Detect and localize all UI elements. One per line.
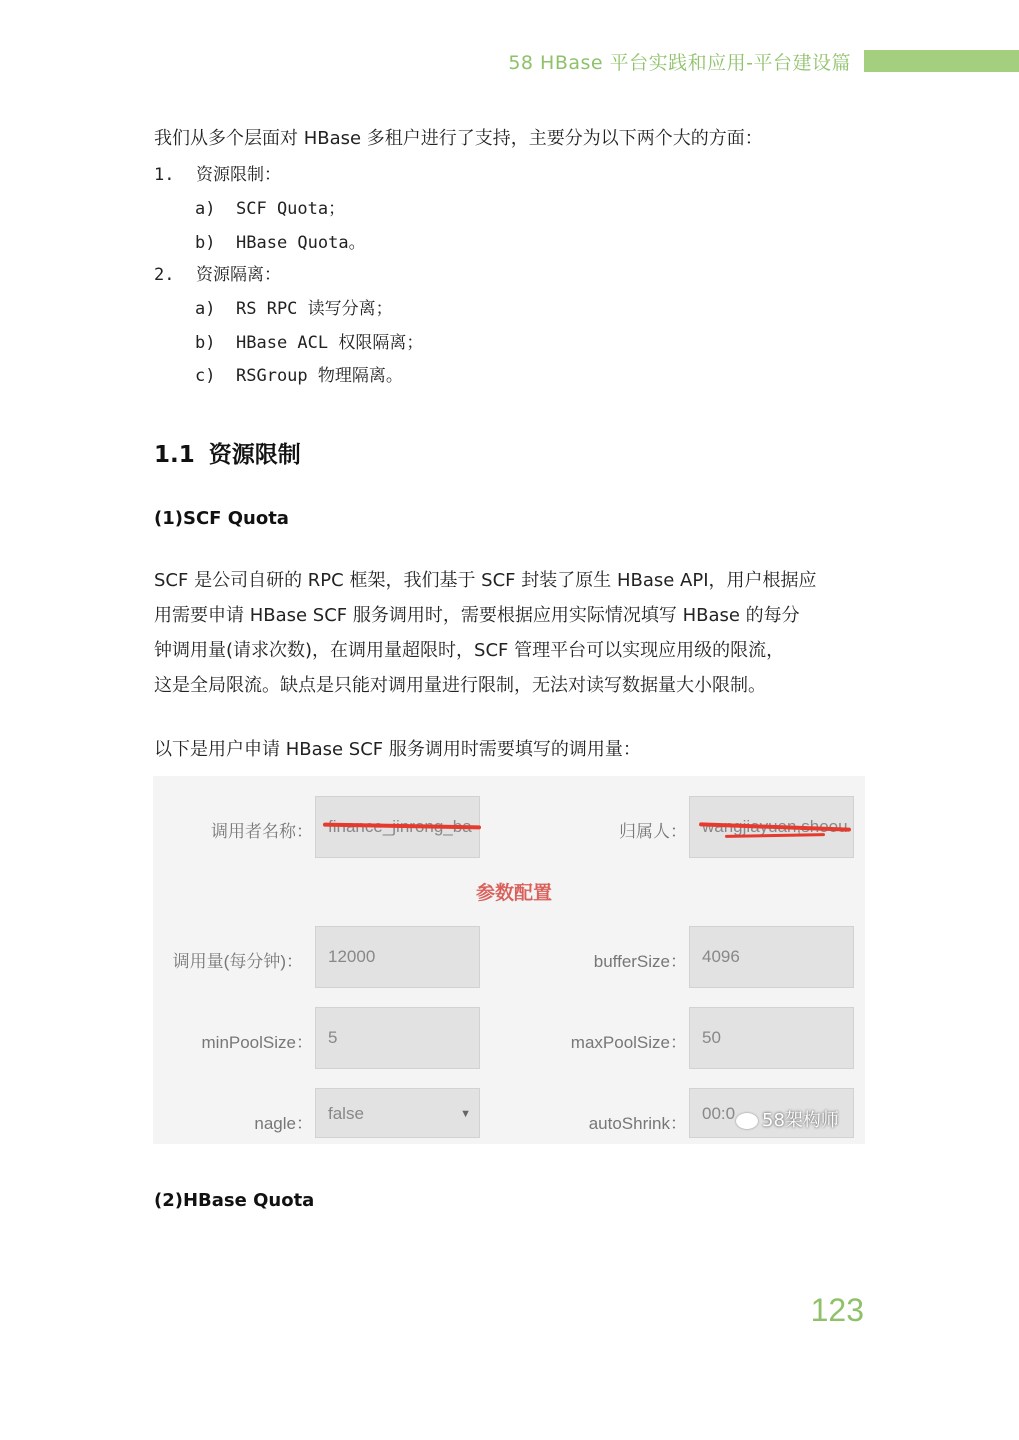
- minpool-input[interactable]: [315, 1007, 480, 1069]
- subsection-title: (1)SCF Quota: [154, 508, 289, 529]
- list-subitem: [195, 194, 345, 219]
- calls-input[interactable]: [315, 926, 480, 988]
- params-heading: 参数配置: [475, 882, 552, 904]
- maxpool-label: maxPoolSize：: [570, 1033, 687, 1052]
- maxpool-input[interactable]: [689, 1007, 854, 1069]
- list-marker: a): [195, 299, 216, 319]
- list-text: 资源隔离：: [196, 265, 281, 285]
- nagle-label: nagle：: [254, 1114, 313, 1133]
- buffer-input[interactable]: [689, 926, 854, 988]
- list-text: 资源限制：: [196, 165, 281, 185]
- caller-label: 调用者名称：: [211, 822, 313, 841]
- list-marker: 2.: [154, 265, 175, 285]
- list-text: RS RPC 读写分离；: [236, 299, 393, 319]
- figure-caption: 以下是用户申请 HBase SCF 服务调用时需要填写的调用量：: [154, 739, 641, 760]
- autoshrink-label: autoShrink：: [588, 1114, 687, 1133]
- section-title: [154, 436, 301, 469]
- paragraph-line: 用需要申请 HBase SCF 服务调用时，需要根据应用实际情况填写 HBase 的每分: [154, 605, 800, 626]
- autoshrink-value: 00:0: [702, 1104, 736, 1123]
- list-subitem: [195, 294, 393, 319]
- minpool-label: minPoolSize：: [201, 1033, 313, 1052]
- calls-label: 调用量(每分钟)：: [172, 952, 303, 971]
- calls-value: 12000: [328, 947, 376, 966]
- list-marker: b): [195, 333, 216, 353]
- minpool-value: 5: [328, 1028, 338, 1047]
- list-text: HBase ACL 权限隔离；: [236, 333, 424, 353]
- watermark-text: 58架构师: [762, 1110, 839, 1131]
- list-text: RSGroup 物理隔离。: [236, 366, 403, 386]
- list-marker: c): [195, 366, 216, 386]
- paragraph-line: 钟调用量(请求次数)，在调用量超限时，SCF 管理平台可以实现应用级的限流，: [154, 640, 785, 661]
- section-title-text: 资源限制: [208, 442, 301, 468]
- nagle-select[interactable]: [315, 1088, 480, 1138]
- section-number: 1.1: [154, 442, 195, 468]
- list-subitem: [195, 228, 366, 253]
- header-accent-bar: [864, 50, 1019, 72]
- list-text: HBase Quota。: [236, 233, 366, 253]
- page-number: 123: [810, 1292, 864, 1328]
- list-subitem: [195, 361, 403, 386]
- dropdown-arrow-icon: ▼: [460, 1108, 471, 1120]
- list-text: SCF Quota；: [236, 199, 346, 219]
- list-subitem: [195, 328, 423, 353]
- watermark: [736, 1106, 839, 1132]
- paragraph-line: 这是全局限流。缺点是只能对调用量进行限制，无法对读写数据量大小限制。: [154, 675, 766, 696]
- paragraph-line: SCF 是公司自研的 RPC 框架，我们基于 SCF 封装了原生 HBase API，用户根据应: [154, 570, 817, 591]
- wechat-icon: [736, 1113, 758, 1129]
- list-item: [154, 160, 281, 185]
- buffer-value: 4096: [702, 947, 740, 966]
- list-marker: 1.: [154, 165, 175, 185]
- list-marker: b): [195, 233, 216, 253]
- subsection-title: (2)HBase Quota: [154, 1190, 315, 1211]
- owner-label: 归属人：: [619, 822, 687, 841]
- buffer-label: bufferSize：: [593, 952, 687, 971]
- list-item: [154, 260, 281, 285]
- list-marker: a): [195, 199, 216, 219]
- body-paragraph: [154, 563, 874, 703]
- header-title: 58 HBase 平台实践和应用-平台建设篇: [508, 52, 851, 74]
- intro-text: 我们从多个层面对 HBase 多租户进行了支持，主要分为以下两个大的方面：: [154, 128, 763, 149]
- maxpool-value: 50: [702, 1028, 721, 1047]
- nagle-value: false: [328, 1104, 364, 1123]
- scf-form-screenshot: [153, 776, 865, 1144]
